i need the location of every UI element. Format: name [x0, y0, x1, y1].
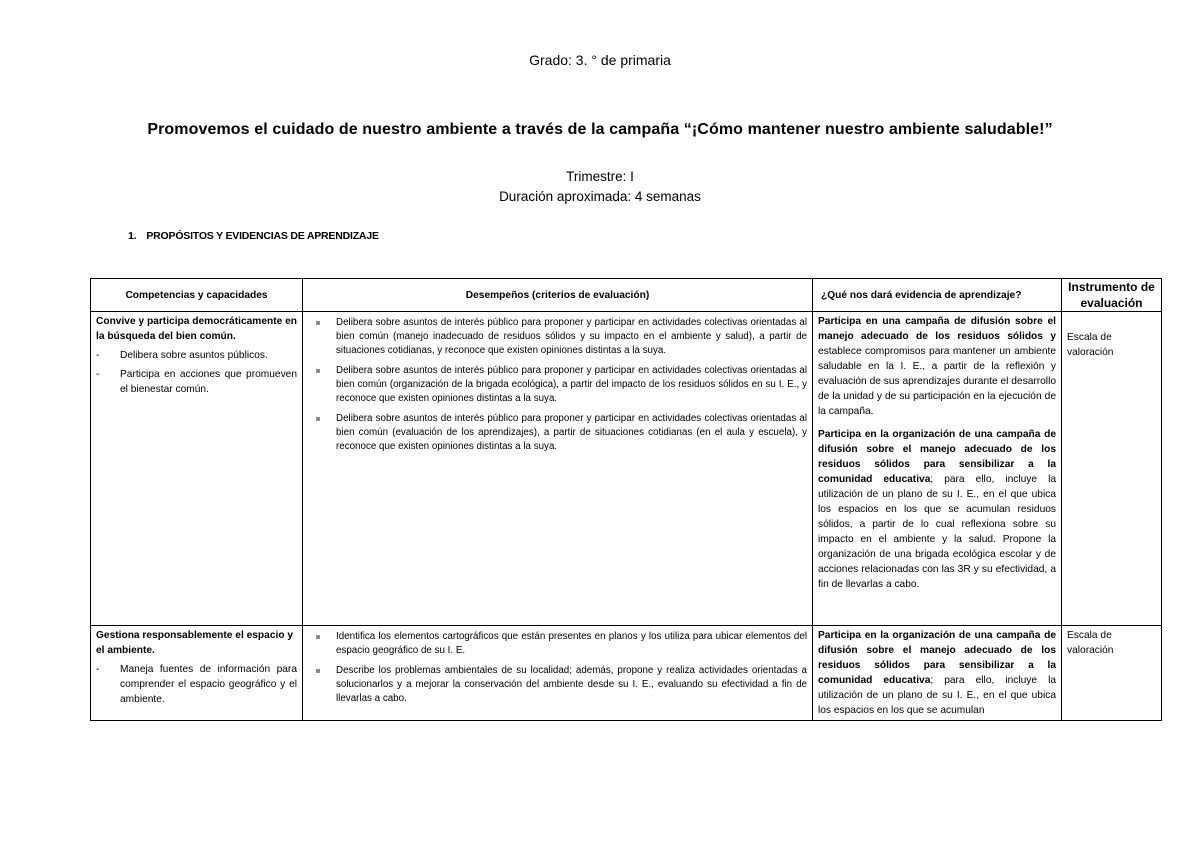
desempeno-text: Identifica los elementos cartográficos que están presentes en planos y los utiliza para ubicar elementos del espacio geográfico de su I. E.	[336, 631, 807, 656]
table-header-row	[91, 279, 1162, 312]
evidencia-bold: Participa en la organización de una campaña de difusión sobre el manejo adecuado de los residuos sólidos para sensibilizar a la comunidad educativa	[818, 429, 1056, 485]
instrumento-cell	[1062, 626, 1162, 721]
desempeno-text: Delibera sobre asuntos de interés público para proponer y participar en actividades colectivas orientadas al bien común (evaluación de los aprendizajes), a partir de situaciones cotidianas (en el aula y escuela), y reconoce que existen opiniones distintas a la suya.	[336, 413, 807, 452]
header-instrumento: Instrumento de evaluación	[1062, 279, 1162, 312]
evidencia-cell	[813, 312, 1062, 626]
desempeno-item	[308, 364, 807, 406]
desempenos-cell	[303, 626, 813, 721]
section-number: 1.	[128, 230, 137, 242]
table-row	[91, 312, 1162, 626]
capacidad-item: - Delibera sobre asuntos públicos.	[96, 348, 297, 363]
instrumento-text: Escala de valoración	[1067, 630, 1114, 656]
purposes-table	[90, 278, 1162, 721]
capacidades-list	[96, 348, 297, 397]
bullet-square-icon	[316, 369, 320, 373]
section-heading	[128, 230, 379, 242]
header-competencias: Competencias y capacidades	[91, 279, 303, 312]
header-evidencia: ¿Qué nos dará evidencia de aprendizaje?	[813, 279, 1062, 312]
duration-line: Duración aproximada: 4 semanas	[499, 189, 701, 204]
desempeno-item	[308, 316, 807, 358]
evidencia-paragraph	[818, 628, 1056, 718]
evidencia-bold: Participa en una campaña de difusión sobre el manejo adecuado de los residuos sólidos y	[818, 316, 1056, 342]
desempeno-text: Describe los problemas ambientales de su localidad; además, propone y realiza actividades orientadas a solucionarlos y a mejorar la conservación del ambiente desde su I. E., evaluando su efectividad a fin de llevarlas a cabo.	[336, 665, 807, 704]
evidencia-paragraph	[818, 314, 1056, 419]
unit-title: Promovemos el cuidado de nuestro ambiente a través de la campaña “¡Cómo mantener nuestro ambiente saludable!”	[147, 121, 1053, 138]
competencia-title: Gestiona responsablemente el espacio y el ambiente.	[96, 630, 294, 656]
competencia-cell	[91, 312, 303, 626]
desempeno-item	[308, 412, 807, 454]
desempeno-item	[308, 664, 807, 706]
header-desempenos: Desempeños (criterios de evaluación)	[303, 279, 813, 312]
section-title: PROPÓSITOS Y EVIDENCIAS DE APRENDIZAJE	[146, 230, 379, 242]
evidencia-cell	[813, 626, 1062, 721]
instrumento-text: Escala de valoración	[1067, 332, 1114, 358]
evidencia-bold: Participa en la organización de una campaña de difusión sobre el manejo adecuado de los residuos sólidos para sensibilizar a la comunidad educativa	[818, 630, 1056, 686]
bullet-square-icon	[316, 635, 320, 639]
bullet-square-icon	[316, 321, 320, 325]
table-row	[91, 626, 1162, 721]
desempenos-list	[308, 316, 807, 454]
desempenos-cell	[303, 312, 813, 626]
instrumento-cell	[1062, 312, 1162, 626]
competencia-title: Convive y participa democráticamente en la búsqueda del bien común.	[96, 316, 297, 342]
competencia-cell	[91, 626, 303, 721]
bullet-square-icon	[316, 417, 320, 421]
term-line: Trimestre: I	[566, 169, 634, 184]
desempenos-list	[308, 630, 807, 706]
evidencia-text: establece compromisos para mantener un ambiente saludable en la I. E., a partir de la reflexión y evaluación de sus aprendizajes durante el desarrollo de la unidad y de su participación en la ejecución de la campaña.	[818, 346, 1056, 417]
bullet-square-icon	[316, 669, 320, 673]
grade-line: Grado: 3. ° de primaria	[529, 52, 671, 68]
desempeno-text: Delibera sobre asuntos de interés público para proponer y participar en actividades colectivas orientadas al bien común (manejo inadecuado de residuos sólidos y su impacto en el ambiente y salud), a partir de situaciones cotidianas, y reconoce que existen opiniones distintas a la suya.	[336, 317, 807, 356]
evidencia-paragraph	[818, 427, 1056, 592]
evidencia-text: ; para ello, incluye la utilización de un plano de su I. E., en el que ubica los espacios en los que se acumulan	[818, 675, 1056, 716]
desempeno-item	[308, 630, 807, 658]
desempeno-text: Delibera sobre asuntos de interés público para proponer y participar en actividades colectivas orientadas al bien común (organización de la brigada ecológica), a partir del impacto de los residuos sólidos en su I. E., y reconoce que existen opiniones distintas a la suya.	[336, 365, 807, 404]
capacidad-item: - Maneja fuentes de información para comprender el espacio geográfico y el ambiente.	[96, 662, 297, 707]
capacidades-list	[96, 662, 297, 707]
evidencia-text: ; para ello, incluye la utilización de un plano de su I. E., en el que ubica los espacios en los que se acumulan residuos sólidos, a partir de lo cual reflexiona sobre su impacto en el ambiente y la salud. Propone la organización de una brigada ecológica escolar y de acciones relacionadas con las 3R y su efectividad, a fin de llevarlas a cabo.	[818, 474, 1056, 590]
term-block	[0, 167, 1200, 207]
capacidad-item: - Participa en acciones que promueven el bienestar común.	[96, 367, 297, 397]
